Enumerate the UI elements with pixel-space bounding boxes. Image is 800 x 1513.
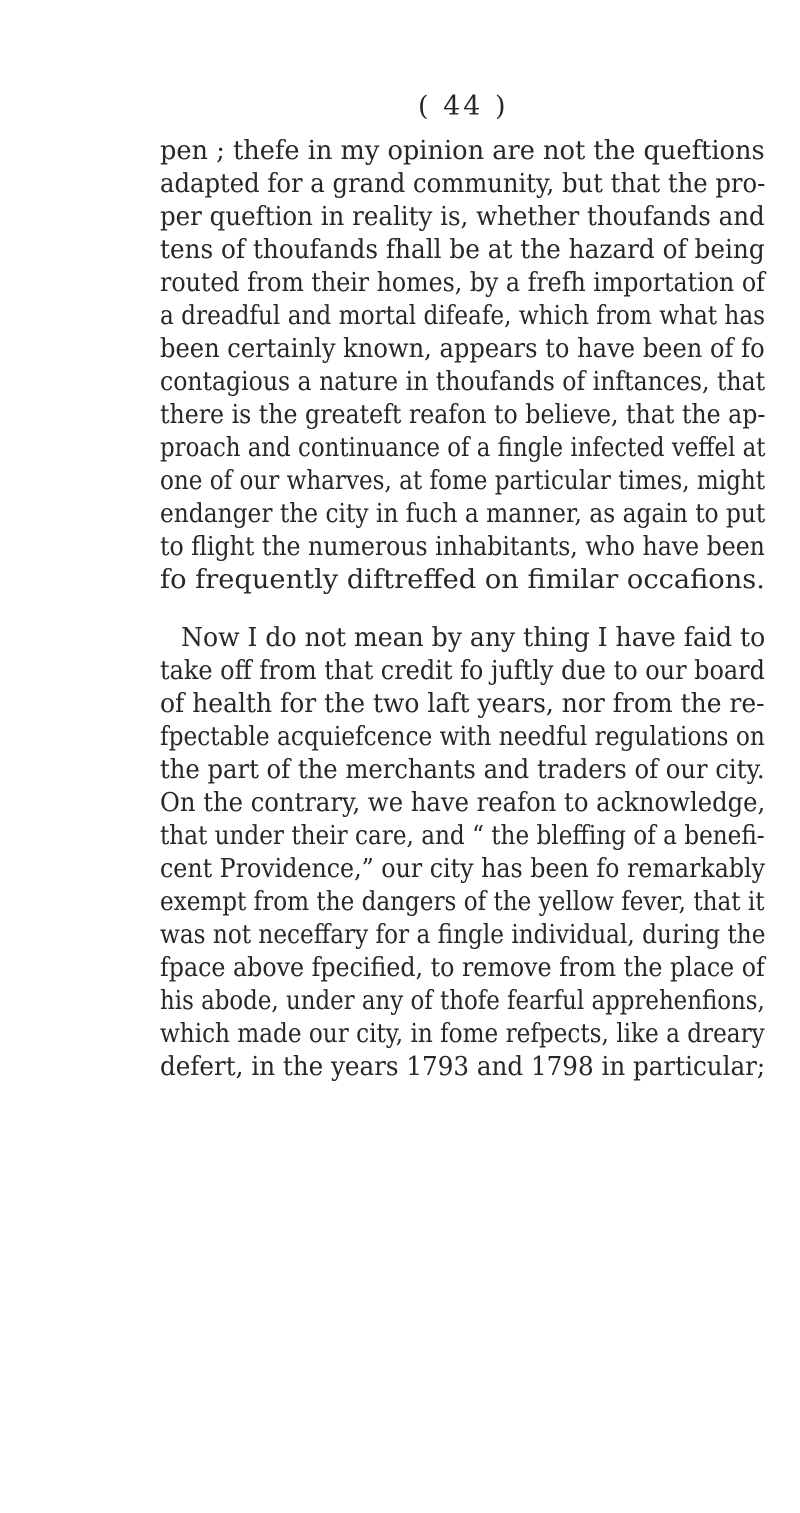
text-line: been certainly known, appears to have been of fo	[160, 334, 765, 364]
text-line: take off from that credit fo juftly due to our board	[160, 656, 765, 686]
text-line: contagious a nature in thoufands of inftances, that	[160, 367, 766, 397]
text-line: fo frequently diftreffed on fimilar occafions.	[160, 565, 765, 595]
page-number: ( 44 )	[418, 91, 509, 122]
text-line: to flight the numerous inhabitants, who have been	[160, 532, 765, 562]
text-line: cent Providence,” our city has been fo remarkably	[160, 854, 766, 884]
text-line: fpectable acquiefcence with needful regulations on	[160, 722, 765, 752]
text-line: a dreadful and mortal difeafe, which from what has	[160, 301, 766, 331]
text-line: defert, in the years 1793 and 1798 in particular;	[160, 1052, 766, 1082]
text-line: one of our wharves, at fome particular times, might	[160, 466, 766, 496]
text-line: Now I do not mean by any thing I have faid to	[181, 623, 766, 653]
text-line: of health for the two laft years, nor from the re-	[160, 689, 765, 719]
text-line: routed from their homes, by a frefh importation of	[160, 268, 765, 298]
text-line: the part of the merchants and traders of our city.	[160, 755, 765, 785]
text-line: was not neceffary for a fingle individual, during the	[160, 920, 766, 950]
text-line: proach and continuance of a fingle infected veffel at	[160, 433, 766, 463]
text-line: that under their care, and “ the bleffing of a benefi-	[160, 821, 765, 851]
text-line: adapted for a grand community, but that the pro-	[160, 169, 766, 199]
text-line: On the contrary, we have reafon to acknowledge,	[160, 788, 766, 818]
text-line: his abode, under any of thofe fearful apprehenfions,	[160, 986, 765, 1016]
text-line: per queftion in reality is, whether thoufands and	[160, 202, 765, 232]
text-line: there is the greateft reafon to believe, that the ap-	[160, 400, 766, 430]
text-line: fpace above fpecified, to remove from the place of	[160, 953, 765, 983]
text-line: endanger the city in fuch a manner, as again to put	[160, 499, 766, 529]
text-line: which made our city, in fome refpects, like a dreary	[160, 1019, 765, 1049]
text-line: tens of thoufands fhall be at the hazard of being	[160, 235, 765, 265]
text-line: exempt from the dangers of the yellow fever, that it	[160, 887, 765, 917]
text-line: pen ; thefe in my opinion are not the queftions	[160, 136, 765, 166]
